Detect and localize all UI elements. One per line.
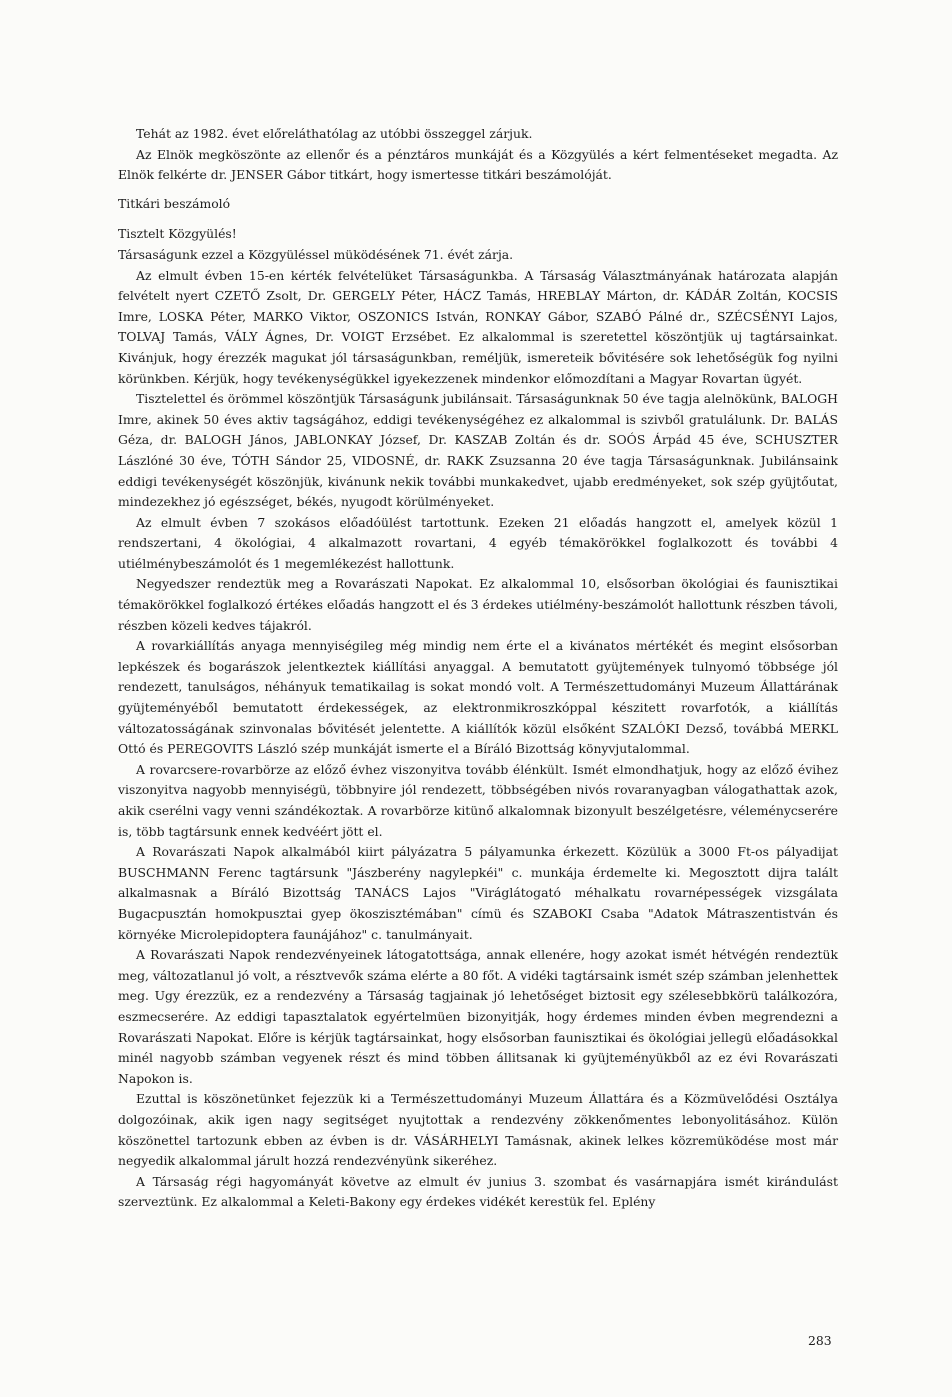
paragraph: A Rovarászati Napok rendezvényeinek látogatottsága, annak ellenére, hogy azokat ismét hétvégén rendeztük meg, változatlanul jó volt, a résztvevők száma elérte a 80 főt. A vidéki tagtársaink ismét szép számban jelenhettek meg. Ugy érezzük, ez a rendezvény a Társaság tagjainak jó lehetőséget biztosit egy szélesebbkörü találkozóra, eszmecserére. Az eddigi tapasztalatok egyértelmüen bizonyitják, hogy érdemes minden évben megrendezni a Rovarászati Napokat. Előre is kérjük tagtársainkat, hogy elsősorban faunisztikai és ökológiai jellegü előadásokkal minél nagyobb számban vegyenek részt és mind többen állitsanak ki gyüjteményükből az ez évi Rovarászati Napokon is. [118, 947, 838, 1086]
body-text [118, 124, 838, 1213]
paragraph: Ezuttal is köszönetünket fejezzük ki a Természettudományi Muzeum Állattára és a Közmüvelődési Osztálya dolgozóinak, akik igen nagy segitséget nyujtottak a rendezvény zökkenőmentes lebonyolitásához. Külön köszönettel tartozunk ebben az évben is dr. VÁSÁRHELYI Tamásnak, akinek lelkes közremüködése most már negyedik alkalommal járult hozzá rendezvényünk sikeréhez. [118, 1091, 838, 1169]
paragraph: A rovarkiállítás anyaga mennyiségileg még mindig nem érte el a kivánatos mértékét és megint elsősorban lepkészek és bogarászok jelentkeztek kiállítási anyaggal. A bemutatott gyüjtemények tulnyomó többsége jól rendezett, tanulságos, néhányuk tematikailag is sokat mondó volt. A Természettudományi Muzeum Állattárának gyüjteményéből bemutatott érdekességek, az elektronmikroszkóppal készitett rovarfotók, a kiállítás változatosságának szinvonalas bővitését jelentette. A kiállítók közül elsőként SZALÓKI Dezső, továbbá MERKL Ottó és PEREGOVITS László szép munkáját ismerte el a Bíráló Bizottság könyvjutalommal. [118, 638, 838, 757]
paragraph: Társaságunk ezzel a Közgyüléssel müködésének 71. évét zárja. [118, 246, 514, 262]
paragraph: Tisztelettel és örömmel köszöntjük Társaságunk jubilánsait. Társaságunknak 50 éve tagja alelnökünk, BALOGH Imre, akinek 50 éves aktiv tagságához, eddigi tevékenységéhez ez alkalommal is szivből gratulálunk. Dr. BALÁS Géza, dr. BALOGH János, JABLONKAY József, Dr. KASZAB Zoltán és dr. SOÓS Árpád 45 éve, SCHUSZTER Lászlóné 30 éve, TÓTH Sándor 25, VIDOSNÉ, dr. RAKK Zsuzsanna 20 éve tagja Társaságunknak. Jubilánsaink eddigi tevékenységét köszönjük, kivánunk nekik további munkakedvet, ujabb eredményeket, sok szép gyüjtőutat, mindezekhez jó egészséget, békés, nyugodt körülményeket. [118, 391, 838, 510]
page-number: 283 [808, 1333, 832, 1348]
paragraph: Az elmult évben 15-en kérték felvételüket Társaságunkba. A Társaság Választmányának határozata alapján felvételt nyert CZETŐ Zsolt, Dr. GERGELY Péter, HÁCZ Tamás, HREBLAY Márton, dr. KÁDÁR Zoltán, KOCSIS Imre, LOSKA Péter, MARKO Viktor, OSZONICS István, RONKAY Gábor, SZABÓ Pálné dr., SZÉCSÉNYI Lajos, TOLVAJ Tamás, VÁLY Ágnes, Dr. VOIGT Erzsébet. Ez alkalommal is szeretettel köszöntjük uj tagtársainkat. Kivánjuk, hogy érezzék magukat jól társaságunkban, reméljük, ismereteik bővitésére sok lehetőségük fog nyilni körünkben. Kérjük, hogy tevékenységükkel igyekezzenek mindenkor előmozdítani a Magyar Rovartan ügyét. [118, 267, 838, 386]
intro-paragraph: Az Elnök megköszönte az ellenőr és a pénztáros munkáját és a Közgyülés a kért felmentéseket megadta. Az Elnök felkérte dr. JENSER Gábor titkárt, hogy ismertesse titkári beszámolóját. [118, 146, 838, 183]
paragraph: A rovarcsere-rovarbörze az előző évhez viszonyitva tovább élénkült. Ismét elmondhatjuk, hogy az előző évihez viszonyitva nagyobb mennyiségü, többnyire jól rendezett, többségében nivós rovaranyagban válogathattak azok, akik cserélni vagy venni szándékoztak. A rovarbörze kitünő alkalomnak bizonyult beszélgetésre, véleménycserére is, több tagtársunk ennek kedvéért jött el. [118, 761, 838, 839]
paragraph: Az elmult évben 7 szokásos előadóülést tartottunk. Ezeken 21 előadás hangzott el, amelyek közül 1 rendszertani, 4 ökológiai, 4 alkalmazott rovartani, 4 egyéb témakörökkel foglalkozott és további 4 utiélménybeszámolót és 1 megemlékezést hallottunk. [118, 514, 838, 571]
paragraph: A Rovarászati Napok alkalmából kiirt pályázatra 5 pályamunka érkezett. Közülük a 3000 Ft-os pályadijat BUSCHMANN Ferenc tagtársunk "Jászberény nagylepkéi" c. munkája érdemelte ki. Megosztott dijra talált alkalmasnak a Bíráló Bizottság TANÁCS Lajos "Viráglátogató méhalkatu rovarnépességek vizsgálata Bugacpusztán homokpusztai gyep ökoszisztémában" címü és SZABOKI Csaba "Adatok Mátraszentistván és környéke Microlepidoptera faunájához" c. tanulmányait. [118, 844, 838, 942]
intro-paragraph: Tehát az 1982. évet előreláthatólag az utóbbi összeggel zárjuk. [136, 126, 533, 141]
section-title: Titkári beszámoló [118, 195, 231, 211]
salutation: Tisztelt Közgyülés! [118, 226, 237, 242]
paragraph: A Társaság régi hagyományát követve az elmult év junius 3. szombat és vasárnapjára ismét kirándulást szerveztünk. Ez alkalommal a Keleti-Bakony egy érdekes vidékét kerestük fel. Eplény [118, 1173, 838, 1210]
paragraph: Negyedszer rendeztük meg a Rovarászati Napokat. Ez alkalommal 10, elsősorban ökológiai és faunisztikai témakörökkel foglalkozó értékes előadás hangzott el és 3 érdekes utiélmény-beszámolót hallottunk részben távoli, részben közeli kedves tájakról. [118, 576, 838, 633]
